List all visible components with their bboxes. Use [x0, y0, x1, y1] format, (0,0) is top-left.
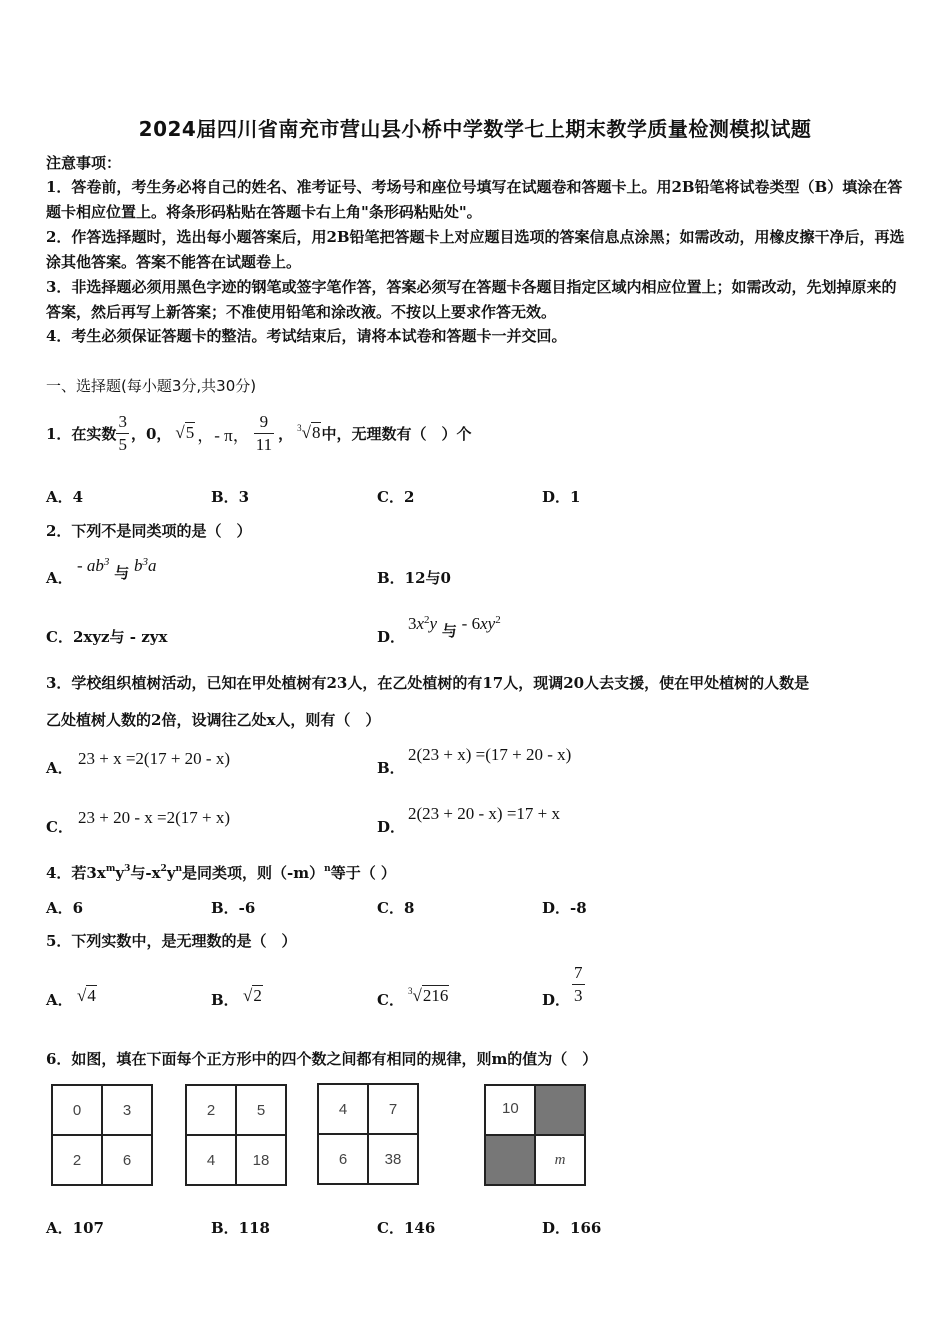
q5-option-b: √2: [243, 986, 262, 1005]
q6-s3-cell-4: 38: [368, 1134, 418, 1184]
q6-option-b: B．118: [211, 1219, 270, 1237]
q4-option-a: A．6: [46, 899, 84, 917]
q1-option-c: C．2: [377, 488, 415, 506]
q3-option-c: 23 + 20 - x =2(17 + x): [78, 808, 230, 827]
q6-s4-cell-3-shaded: [485, 1135, 535, 1185]
q4-option-b: B．-6: [211, 899, 256, 917]
q1-option-b: B．3: [211, 488, 250, 506]
q6-s2-cell-1: 2: [186, 1085, 236, 1135]
q1-suffix: 中，无理数有（ ）个: [321, 424, 472, 443]
q1-f1-num: 3: [116, 411, 129, 434]
q6-square-2: [185, 1084, 287, 1186]
q3-option-a-label: A．: [46, 759, 73, 777]
q2-option-b: B．12与0: [377, 569, 451, 587]
section-heading: 一、选择题(每小题3分,共30分): [46, 377, 257, 395]
q5-stem: 5．下列实数中，是无理数的是（ ）: [46, 932, 297, 950]
q6-s3-cell-1: 4: [318, 1084, 368, 1134]
q5-option-c: $^3$√216: [408, 986, 449, 1005]
notice-item-3: 3．非选择题必须用黑色字迹的钢笔或签字笔作答，答案必须写在答题卡各题目指定区域内相应位置上；如需改动，先划掉原来的答案，然后再写上新答案；不准使用铅笔和涂改液。不按以上要求作答无效。: [46, 278, 897, 321]
q6-s2-cell-2: 5: [236, 1085, 286, 1135]
q6-stem: 6．如图，填在下面每个正方形中的四个数之间都有相同的规律，则m的值为（ ）: [46, 1050, 598, 1068]
q6-s1-cell-4: 6: [102, 1135, 152, 1185]
q2-option-c: C．2xyz与 - zyx: [46, 628, 168, 646]
q1-option-a: A．4: [46, 488, 84, 506]
q1-prefix: 1．在实数: [46, 424, 117, 443]
q6-s3-cell-3: 6: [318, 1134, 368, 1184]
q6-option-d: D．166: [542, 1219, 602, 1237]
q2-a-expr1: - $ab^3$: [77, 556, 110, 575]
q1-zero: ，0，: [130, 424, 172, 443]
q1-sqrt5: √5: [175, 423, 195, 442]
notice-item-2: 2．作答选择题时，选出每小题答案后，用2B铅笔把答题卡上对应题目选项的答案信息点涂黑；如需改动，用橡皮擦干净后，再选涂其他答案。答案不能答在试题卷上。: [46, 228, 905, 271]
q6-s2-cell-4: 18: [236, 1135, 286, 1185]
notice-item-1: 1．答卷前，考生务必将自己的姓名、准考证号、考场号和座位号填写在试题卷和答题卡上。用2B铅笔将试卷类型（B）填涂在答题卡相应位置上。将条形码粘贴在答题卡右上角"条形码粘贴处"。: [46, 178, 903, 221]
q3-stem-line2: 乙处植树人数的2倍，设调往乙处x人，则有（ ）: [46, 711, 381, 729]
q1-fraction-2: [254, 411, 274, 456]
q4-option-c: C．8: [377, 899, 415, 917]
q6-s1-cell-1: 0: [52, 1085, 102, 1135]
question-1: 1．在实数 $\frac{3}{5}$ ，0， √5 ，- π， $\frac{9}{11}$ ， $^3$√8 中，无理数有（ ）个: [46, 411, 472, 454]
q6-square-4: [484, 1084, 586, 1186]
notice-item-4: 4．考生必须保证答题卡的整洁。考试结束后，请将本试卷和答题卡一并交回。: [46, 327, 567, 345]
q2-d-expr1: $3x^2y$: [408, 614, 438, 633]
q1-cbrt8: $^3$√8: [297, 423, 321, 442]
q2-stem: 2．下列不是同类项的是（ ）: [46, 522, 252, 540]
q6-s4-cell-2-shaded: [535, 1085, 585, 1135]
q5-option-c-label: C．: [377, 991, 404, 1009]
q2-d-expr2: - $6xy^2$: [461, 614, 501, 633]
q2-option-d: [408, 613, 501, 640]
q1-fraction-1: [116, 411, 129, 456]
q1-pi: ，- π，: [197, 425, 250, 445]
q5-option-d: $\frac{7}{3}$: [574, 963, 583, 1005]
q5-option-d-label: D．: [542, 991, 571, 1009]
q2-option-a: [77, 555, 157, 582]
q6-option-a: A．107: [46, 1219, 104, 1237]
q3-option-d-label: D．: [377, 818, 406, 836]
q6-s1-cell-3: 2: [52, 1135, 102, 1185]
q1-option-d: D．1: [542, 488, 581, 506]
q6-s4-cell-4: m: [535, 1135, 585, 1185]
notice-heading: 注意事项：: [46, 154, 122, 172]
q1-f2-den: 11: [255, 434, 273, 454]
q3-option-b: 2(23 + x) =(17 + 20 - x): [408, 745, 572, 764]
q3-option-c-label: C．: [46, 818, 73, 836]
q6-square-1: [51, 1084, 153, 1186]
q3-option-a: 23 + x =2(17 + 20 - x): [78, 749, 230, 768]
q2-option-a-label: A．: [46, 569, 73, 587]
q6-option-c: C．146: [377, 1219, 436, 1237]
q6-s1-cell-2: 3: [102, 1085, 152, 1135]
q3-stem-line1: 3．学校组织植树活动，已知在甲处植树有23人，在乙处植树的有17人，现调20人去支援，使在甲处植树的人数是: [46, 674, 810, 692]
q5-option-b-label: B．: [211, 991, 239, 1009]
q2-a-expr2: $b^3a$: [134, 556, 157, 575]
q6-s2-cell-3: 4: [186, 1135, 236, 1185]
q6-s3-cell-2: 7: [368, 1084, 418, 1134]
q2-d-and: 与: [441, 622, 457, 640]
q5-option-a: √4: [77, 986, 96, 1005]
q6-square-3: [317, 1083, 419, 1185]
page-title: 2024届四川省南充市营山县小桥中学数学七上期末教学质量检测模拟试题: [138, 117, 812, 141]
q3-option-b-label: B．: [377, 759, 405, 777]
q6-s4-cell-1: 10: [485, 1085, 535, 1135]
q2-option-d-label: D．: [377, 628, 406, 646]
q1-f2-num: 9: [254, 411, 274, 434]
q1-f1-den: 5: [118, 434, 127, 454]
q3-option-d: 2(23 + 20 - x) =17 + x: [408, 804, 560, 823]
q5-option-a-label: A．: [46, 991, 73, 1009]
q2-a-and: 与: [114, 564, 130, 582]
q4-stem: 4．若$3x^my^3$与$-x^2y^n$是同类项，则$(-m)^n$等于（ ）: [46, 864, 396, 882]
q4-option-d: D．-8: [542, 899, 587, 917]
